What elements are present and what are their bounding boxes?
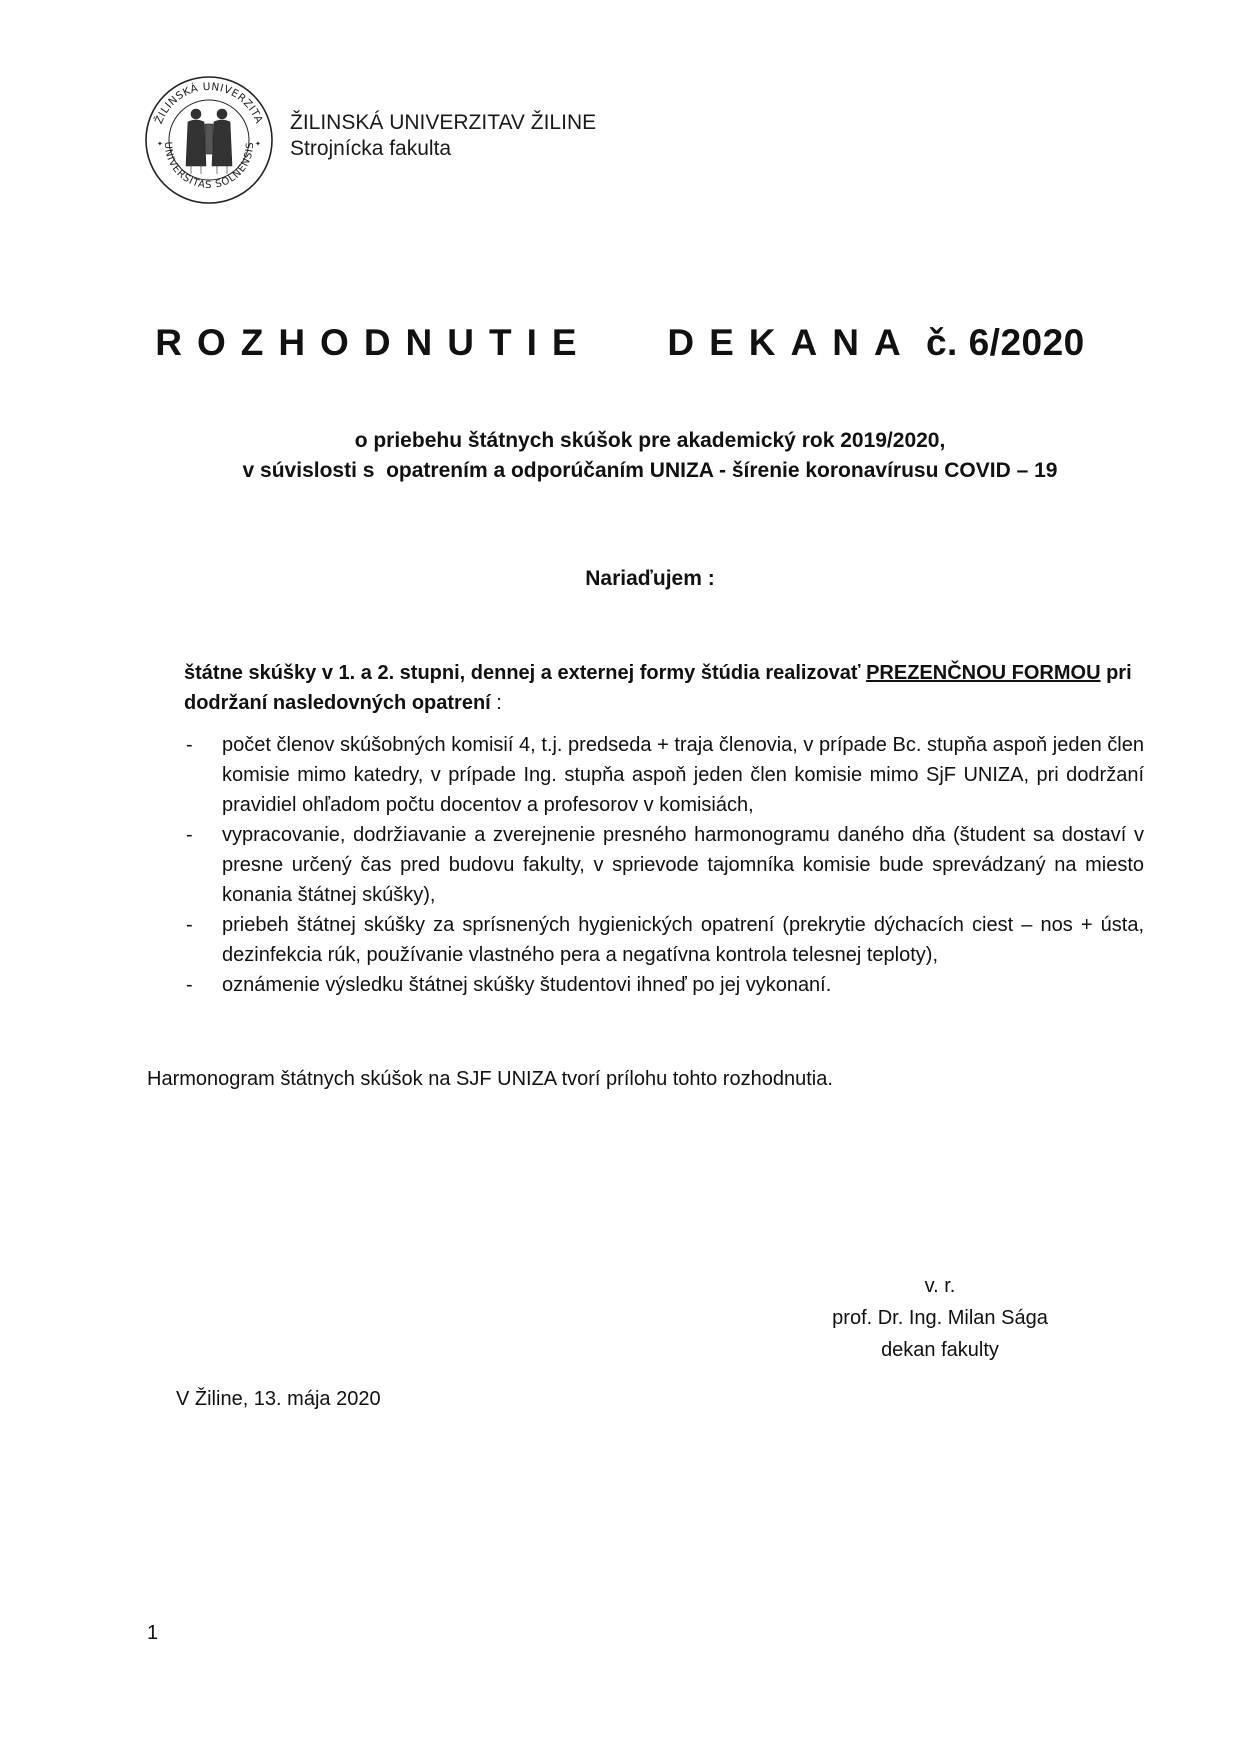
intro-line-2: dodržaní nasledovných opatrení [184, 692, 491, 714]
appendix-note: Harmonogram štátnych skúšok na SJF UNIZA tvorí prílohu tohto rozhodnutia. [147, 1068, 833, 1090]
svg-text:✦: ✦ [157, 141, 163, 148]
svg-text:ŽILINSKÁ UNIVERZITA: ŽILINSKÁ UNIVERZITA [153, 80, 265, 126]
place-and-date: V Žiline, 13. mája 2020 [176, 1388, 381, 1410]
list-dash: - [186, 734, 193, 756]
subtitle-line-2: v súvislosti s opatrením a odporúčaním UNIZA - šírenie koronavírusu COVID – 19 [242, 459, 1058, 482]
list-dash: - [186, 824, 193, 846]
list-item-text: vypracovanie, dodržiavanie a zverejnenie presného harmonogramu daného dňa (študent sa dostaví v presne určený čas pred budovu fakulty, v sprievode tajomníka komisie bude sprevádzaný na miesto konania štátnej skúšky), [222, 824, 1144, 906]
list-dash: - [186, 914, 193, 936]
list-item-text: oznámenie výsledku štátnej skúšky študentovi ihneď po jej vykonaní. [222, 974, 832, 996]
intro-line-2-colon: : [490, 692, 502, 714]
document-title [0, 322, 1240, 364]
signature-block [760, 1270, 1120, 1366]
order-heading: Nariaďujem : [585, 567, 715, 590]
list-item [184, 970, 1144, 1000]
signatory-name: prof. Dr. Ing. Milan Sága [832, 1307, 1048, 1329]
intro-after-emphasis: pri [1106, 662, 1132, 684]
university-name: ŽILINSKÁ UNIVERZITAV ŽILINE [290, 111, 597, 134]
list-item [184, 820, 1144, 910]
signature-vr: v. r. [924, 1275, 956, 1297]
svg-text:✦: ✦ [255, 141, 261, 148]
intro-paragraph [184, 658, 1144, 718]
svg-text:UNIVERSITAS SOLNENSIS: UNIVERSITAS SOLNENSIS [161, 141, 257, 192]
intro-text: štátne skúšky v 1. a 2. stupni, dennej a externej formy štúdia realizovať [184, 662, 861, 684]
title-prefix: ROZHODNUTIE DEKANA [155, 322, 916, 363]
measures-list [184, 730, 1144, 1000]
faculty-name: Strojnícka fakulta [290, 137, 452, 160]
signatory-role: dekan fakulty [881, 1339, 999, 1361]
decision-number: č. 6/2020 [925, 322, 1085, 363]
list-item-text: počet členov skúšobných komisií 4, t.j. predseda + traja členovia, v prípade Bc. stupňa aspoň jeden člen komisie mimo katedry, v prípade Ing. stupňa aspoň jeden člen komisie mimo SjF UNIZA, pri dodržaní pravidiel ohľadom počtu docentov a profesorov v komisiách, [222, 734, 1144, 816]
letterhead [290, 110, 596, 162]
list-dash: - [186, 974, 193, 996]
intro-emphasis: PREZENČNOU FORMOU [866, 662, 1101, 684]
list-item-text: priebeh štátnej skúšky za sprísnených hygienických opatrení (prekrytie dýchacích ciest – nos + ústa, dezinfekcia rúk, používanie vlastného pera a negatívna kontrola telesnej teploty), [222, 914, 1144, 966]
document-subtitle [0, 426, 1240, 486]
university-seal-icon [143, 74, 275, 206]
subtitle-line-1: o priebehu štátnych skúšok pre akademický rok 2019/2020, [354, 429, 946, 452]
list-item [184, 730, 1144, 820]
list-item [184, 910, 1144, 970]
page-number: 1 [147, 1622, 159, 1644]
